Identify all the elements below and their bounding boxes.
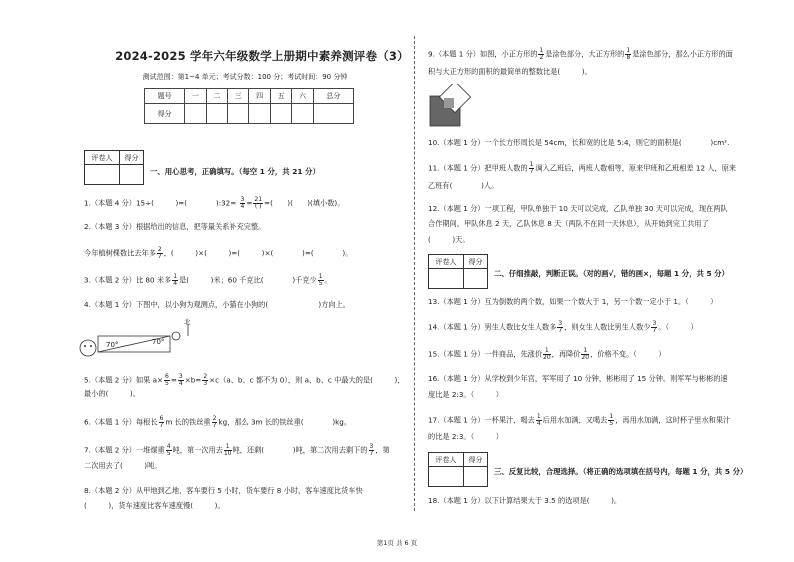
dog-icon <box>80 340 96 356</box>
question-4: 4.（本题 1 分）下图中，以小狗为观测点，小猫在小狗的( )方向上。 <box>84 300 350 309</box>
question-6: 6.（本题 1 分）每根长 $\frac{6}{7}$ m 长的铁丝重 $\frac{2}{7}$ kg，那么 3m 长的铁丝重( )kg。 <box>84 415 352 429</box>
score-header: 总分 <box>313 89 353 104</box>
section-2-heading: 二、仔细推敲，判断正误。（对的画√，错的画×，每题 1 分，共 5 分） <box>494 269 729 278</box>
question-8: 8.（本题 2 分）从甲地到乙地，客车要行 5 小时，货车要行 8 小时，客车速度比货车快 <box>84 486 363 495</box>
question-17-cont: 的比是 2:3。（ ） <box>428 432 503 441</box>
score-header: 二 <box>206 89 227 104</box>
score-header: 六 <box>292 89 313 104</box>
question-11: 11.（本题 1 分）把甲班人数的 $\frac{1}{7}$ 调入乙班后，两班人数相等，原来甲班和乙班相差 12 人，原来 <box>428 161 737 175</box>
question-2: 2.（本题 3 分）根据给出的信息，把等量关系补充完整。 <box>84 222 266 231</box>
question-16: 16.（本题 1 分）从学校到少年宫，军军用了 10 分钟，彬彬用了 15 分钟。则军军与彬彬的速 <box>428 374 728 383</box>
grader-cell[interactable] <box>85 165 120 185</box>
grader-label: 评卷人 <box>85 151 120 165</box>
question-13: 13.（本题 1 分）互为倒数的两个数，如果一个数大于 1，另一个数一定小于 1。（ ） <box>428 297 718 306</box>
score-row-label: 得分 <box>145 104 185 124</box>
angle-label: 70° <box>152 338 165 346</box>
score-header: 三 <box>228 89 249 104</box>
question-8-cont: ( )，货车速度比客车速度慢( )。 <box>84 501 225 510</box>
squares-figure <box>428 84 472 128</box>
grader-score-cell[interactable] <box>464 269 488 289</box>
question-16-cont: 度比是 2:3。（ ） <box>428 390 503 399</box>
score-label: 得分 <box>464 255 488 269</box>
section-3-heading: 三、反复比较，合理选择。（将正确的选项填在括号内，每题 1 分，共 5 分） <box>494 467 748 476</box>
score-header: 四 <box>249 89 270 104</box>
question-10: 10.（本题 1 分）一个长方形周长是 54cm，长和宽的比是 5:4，则它的面积是( )cm². <box>428 138 730 147</box>
score-label: 得分 <box>120 151 144 165</box>
score-cell[interactable] <box>249 104 270 124</box>
question-11-cont: 乙班有( )人。 <box>428 181 499 190</box>
score-header: 一 <box>185 89 206 104</box>
score-cell[interactable] <box>185 104 206 124</box>
grader-box-3 <box>428 452 488 487</box>
grader-box-2 <box>428 254 488 289</box>
question-7-cont: 二次用去了( )吨。 <box>84 461 162 470</box>
grader-cell[interactable] <box>429 467 464 487</box>
section-1-heading: 一、用心思考，正确填写。（每空 1 分，共 21 分） <box>150 167 320 176</box>
question-2-sub: 今年植树棵数比去年多 $\frac{2}{7}$ ，( )×( )=( )×( )=( )。 <box>84 246 353 260</box>
angle-label: 70° <box>106 341 119 349</box>
score-cell[interactable] <box>292 104 313 124</box>
grader-box <box>84 150 144 185</box>
question-7: 7.（本题 2 分）一堆煤重 $\frac{4}{5}$ 吨，第一次用去 $\frac{1}{10}$ 吨，还剩( )吨，第二次用去剩下的 $\frac{3}{7}$ ，第 <box>84 443 390 457</box>
score-cell[interactable] <box>313 104 353 124</box>
score-header: 五 <box>270 89 291 104</box>
question-18: 18.（本题 1 分）以下计算结果大于 3.5 的选项是( )。 <box>428 496 622 505</box>
score-table <box>144 88 354 124</box>
question-17: 17.（本题 1 分）一杯果汁，喝去 $\frac{1}{4}$ 后用水加满，又喝去 $\frac{1}{5}$ ，再用水加满，这时杯子里水和果汁 <box>428 413 731 427</box>
grader-label: 评卷人 <box>429 453 464 467</box>
score-cell[interactable] <box>206 104 227 124</box>
question-3: 3.（本题 2 分）比 80 米多 $\frac{1}{4}$ 是( )米；60 千克比( )千克少 $\frac{1}{5}$ 。 <box>84 273 332 287</box>
score-cell[interactable] <box>228 104 249 124</box>
fold-line <box>414 36 415 511</box>
question-12-cont: 合作期间，甲队休息 2 天，乙队休息 8 天（两队不在同一天休息），从开始到完工共用了 <box>428 219 709 228</box>
cat-icon <box>172 332 180 340</box>
grader-score-cell[interactable] <box>464 467 488 487</box>
question-12-cont2: ( )天。 <box>428 235 470 244</box>
question-9-cont: 积与大正方形的面积的最简单的整数比是( )。 <box>428 67 592 76</box>
grader-label: 评卷人 <box>429 255 464 269</box>
north-label: 北 <box>184 318 191 326</box>
page-title: 2024-2025 学年六年级数学上册期中素养测评卷（3） <box>115 49 409 63</box>
exam-info: 测试范围：第1~4 单元；考试分数：100 分；考试时间：90 分钟 <box>142 73 348 81</box>
grader-score-cell[interactable] <box>120 165 144 185</box>
question-5-cont: 最小的( )。 <box>84 389 140 398</box>
question-9: 9.（本题 1 分）如图，小正方形的 $\frac{1}{2}$ 是涂色部分，大正方形的 $\frac{1}{8}$ 是涂色部分，那么小正方形的面 <box>428 47 733 61</box>
score-cell[interactable] <box>270 104 291 124</box>
dog-cat-figure <box>78 318 198 360</box>
score-header: 题号 <box>145 89 185 104</box>
question-5: 5.（本题 2 分）如果 a× $\frac{6}{5}$ = $\frac{3}{4}$ ×b= $\frac{2}{3}$ ×c（a、b、c 都不为 0），则 a、b、c 中最大的是( )， <box>84 373 405 387</box>
question-14: 14.（本题 1 分）男生人数比女生人数多 $\frac{3}{7}$ ，则女生人数比男生人数少 $\frac{3}{7}$ 。（ ） <box>428 320 698 334</box>
grader-cell[interactable] <box>429 269 464 289</box>
question-15: 15.（本题 1 分）一件商品，先涨价 $\frac{1}{20}$ ，再降价 $\frac{1}{20}$ ，价格不变。（ ） <box>428 347 666 361</box>
page-footer: 第1页 共 6 页 <box>376 539 418 547</box>
question-1: 1.（本题 4 分）15÷( )=( ):32= $\frac{3}{4}$ = $\frac{21}{( )}$ =( )( )(填小数)。 <box>84 196 345 210</box>
score-label: 得分 <box>464 453 488 467</box>
question-12: 12.（本题 1 分）一项工程，甲队单独干 10 天可以完成，乙队单独 30 天可以完成，现在两队 <box>428 204 728 213</box>
